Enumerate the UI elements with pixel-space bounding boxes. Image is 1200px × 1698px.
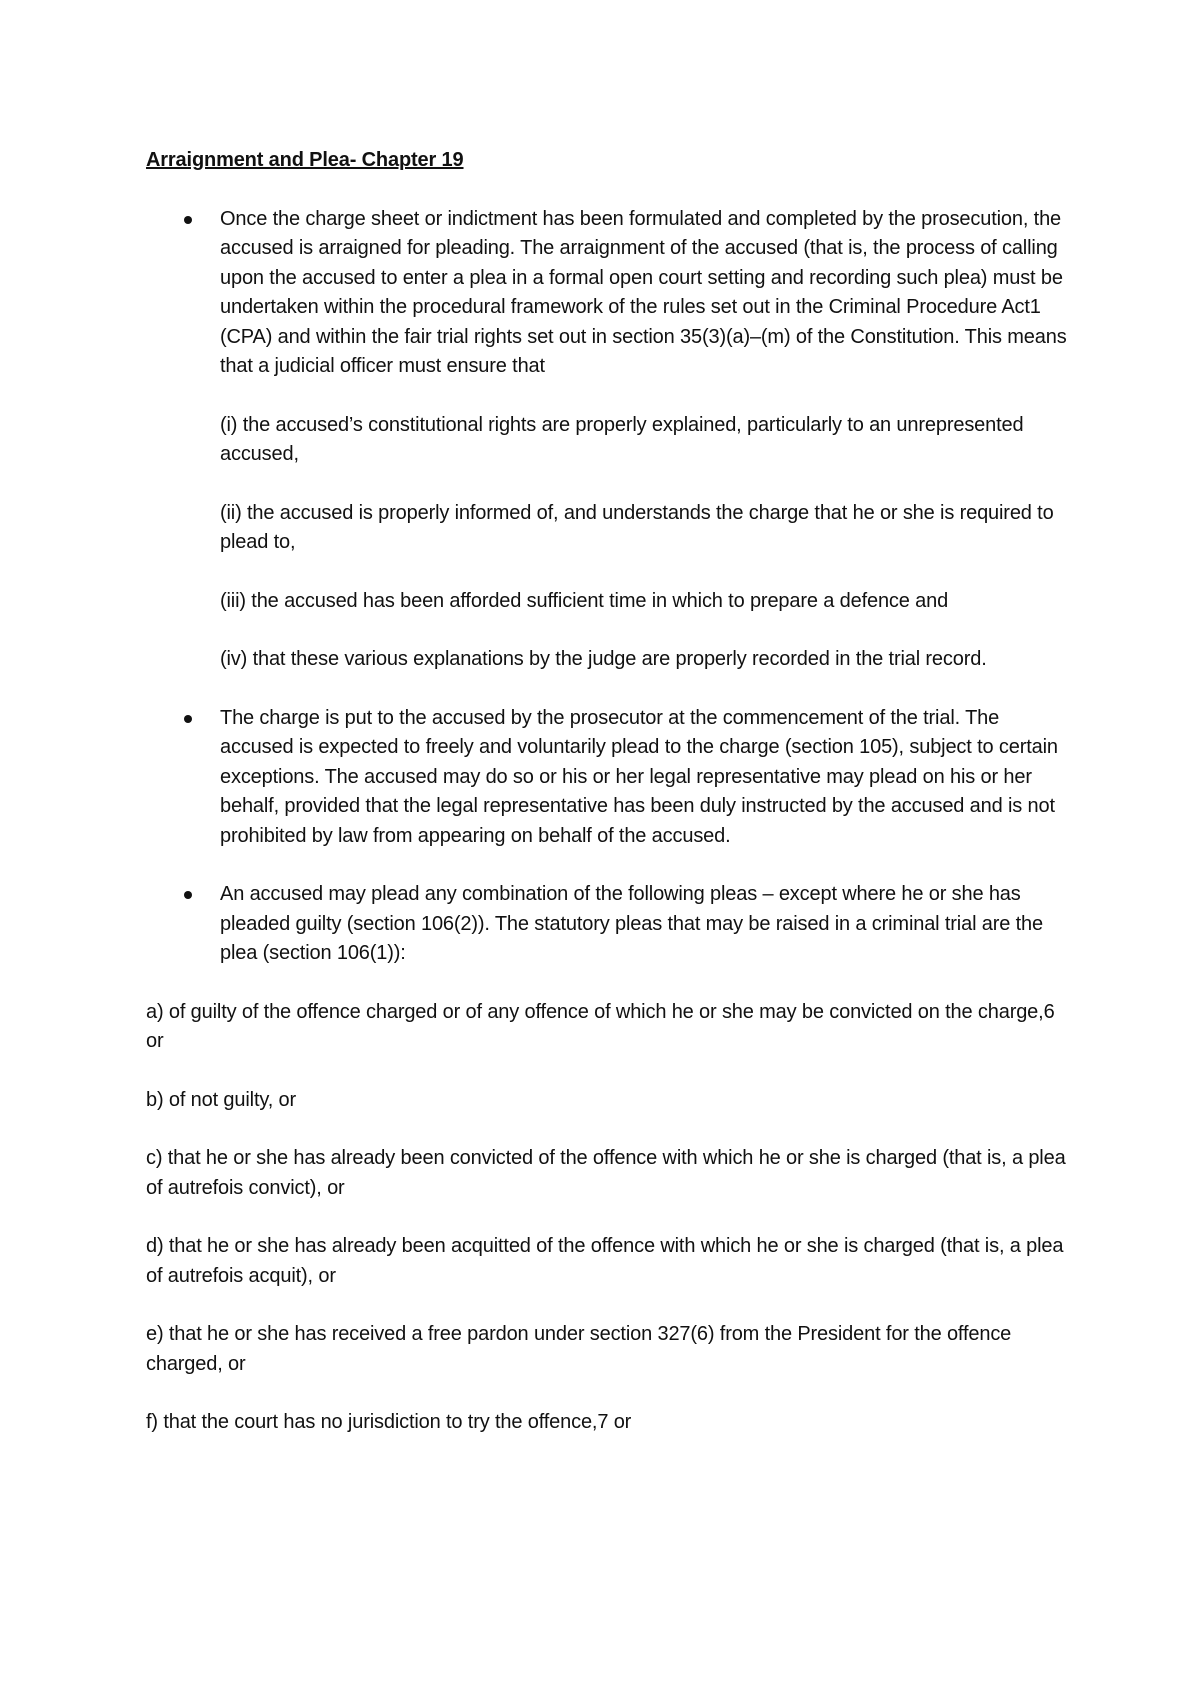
sub-item: (iii) the accused has been afforded sufficient time in which to prepare a defence and: [220, 589, 949, 612]
document-title: Arraignment and Plea- Chapter 19: [146, 149, 464, 171]
bullet-text: The charge is put to the accused by the prosecutor at the commencement of the trial. The accused is expected to freely and voluntarily plead to the charge (section 105), subject to certain exceptions. The accused may do so or his or her legal representative may plead on his or her behalf, provided that the legal representative has been duly instructed by the accused and is not prohibited by law from appearing on behalf of the accused.: [220, 706, 1058, 847]
bullet-dot-icon: [184, 216, 192, 224]
plea-item: f) that the court has no jurisdiction to try the offence,7 or: [146, 1411, 632, 1433]
document-body: [146, 146, 1071, 1467]
bullet-item: [146, 880, 1071, 969]
sub-item: (ii) the accused is properly informed of, and understands the charge that he or she is required to plead to,: [220, 501, 1054, 553]
plea-item: a) of guilty of the offence charged or of any offence of which he or she may be convicted on the charge,6 or: [146, 1000, 1055, 1052]
bullet-item: [146, 704, 1071, 852]
sub-item: (i) the accused’s constitutional rights are properly explained, particularly to an unrepresented accused,: [220, 413, 1024, 465]
bullet-item: [146, 205, 1071, 675]
plea-item: e) that he or she has received a free pardon under section 327(6) from the President for the offence charged, or: [146, 1323, 1012, 1375]
plea-item: c) that he or she has already been convicted of the offence with which he or she is charged (that is, a plea of autrefois convict), or: [146, 1147, 1066, 1199]
bullet-text: An accused may plead any combination of the following pleas – except where he or she has pleaded guilty (section 106(2)). The statutory pleas that may be raised in a criminal trial are the plea (section 106(1)):: [220, 883, 1043, 964]
bullet-text: Once the charge sheet or indictment has been formulated and completed by the prosecution, the accused is arraigned for pleading. The arraignment of the accused (that is, the process of calling upon the accused to enter a plea in a formal open court setting and recording such plea) must be undertaken within the procedural framework of the rules set out in the Criminal Procedure Act1 (CPA) and within the fair trial rights set out in section 35(3)(a)–(m) of the Constitution. This means that a judicial officer must ensure that: [220, 207, 1067, 377]
plea-item: d) that he or she has already been acquitted of the offence with which he or she is charged (that is, a plea of autrefois acquit), or: [146, 1235, 1064, 1287]
plea-item: b) of not guilty, or: [146, 1088, 297, 1111]
bullet-dot-icon: [184, 891, 192, 899]
sub-item: (iv) that these various explanations by the judge are properly recorded in the trial record.: [220, 648, 987, 670]
bullet-dot-icon: [184, 715, 192, 723]
